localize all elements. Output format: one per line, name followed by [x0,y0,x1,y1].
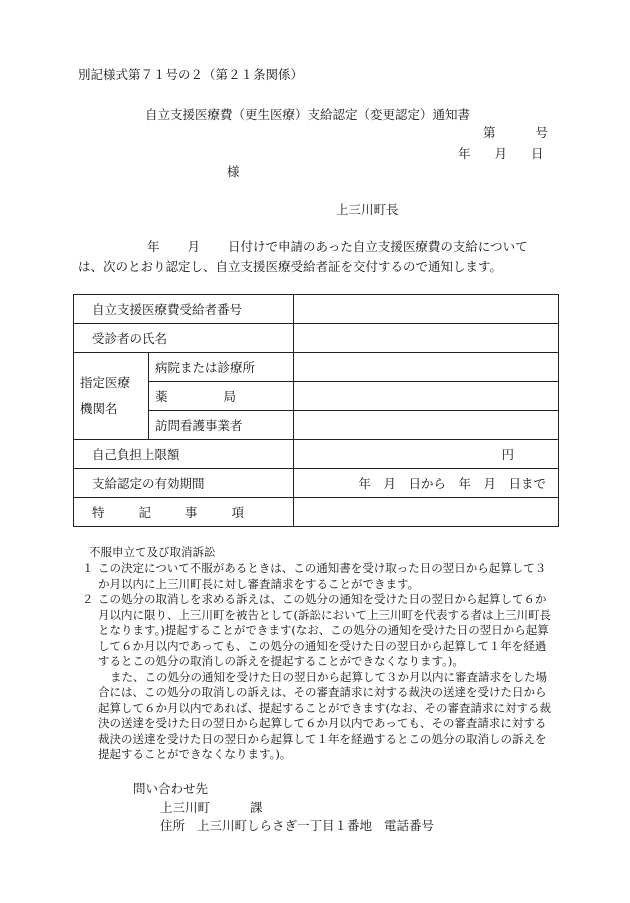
appeal-notes [84,561,554,763]
note-2: ２ この処分の取消しを求める訴えは、この処分の通知を受けた日の翌日から起算して６か月以内に限り、上三川町を被告として(訴訟において上三川町を代表する者は上三川町長となります。)提起することができます(なお、この処分の通知を受けた日の翌日から起算して６か月以内であっても、この処分の通知を受けた日の翌日から起算して１年を経過するとこの処分の取消しの訴えを提起することができなくなります。)。 [82,592,551,668]
recipient-suffix: 様 [227,164,240,179]
document-title: 自立支援医療費（更生医療）支給認定（変更認定）通知書 [145,107,471,122]
table-row [74,324,559,353]
note-3: また、この処分の通知を受けた日の翌日から起算して３か月以内に審査請求をした場合には、この処分の取消しの訴えは、その審査請求に対する裁決の送達を受けた日から起算して６か月以内であれば、提起することができます(なお、その審査請求に対する裁決の送達を受けた日の翌日から起算して６か月以内であっても、その審査請求に対する裁決の送達を受けた日の翌日から起算して１年を経過するとこの処分の取消しの訴えを提起することができなくなります。)。 [98,669,551,761]
table-row [74,469,559,498]
remarks-field[interactable] [294,498,559,527]
document-date: 年 月 日 [458,146,544,161]
table-row [74,295,559,324]
copay-limit-field[interactable] [294,440,559,469]
table-row [74,353,559,382]
validity-period-label: 支給認定の有効期間 [74,469,294,498]
home-nursing-field[interactable] [294,411,559,440]
recipient-number-label: 自立支援医療費受給者番号 [74,295,294,324]
appeal-heading: 不服申立て及び取消訴訟 [89,545,216,559]
remarks-label: 特 記 事 項 [74,498,294,527]
issuer: 上三川町長 [336,202,399,217]
patient-name-label: 受診者の氏名 [74,324,294,353]
contact-heading: 問い合わせ先 [133,781,209,796]
table-row [74,498,559,527]
form-reference: 別記様式第７１号の２（第２１条関係） [78,67,304,82]
intro-paragraph: 年 月 日付けで申請のあった自立支援医療費の支給については、次のとおり認定し、自立支援医療受給者証を交付するので通知します。 [78,239,528,274]
contact-address: 住所 上三川町しらさぎ一丁目１番地 電話番号 [160,818,435,833]
patient-name-field[interactable] [294,324,559,353]
pharmacy-field[interactable] [294,382,559,411]
certification-table [73,294,559,527]
recipient-number-field[interactable] [294,295,559,324]
document-number: 第 号 [483,125,549,140]
pharmacy-label: 薬 局 [149,382,294,411]
contact-department: 上三川町 課 [160,800,263,815]
copay-limit-label: 自己負担上限額 [74,440,294,469]
hospital-clinic-label: 病院または診療所 [149,353,294,382]
home-nursing-label: 訪問看護事業者 [149,411,294,440]
table-row [74,440,559,469]
yen-unit: 円 [501,447,515,462]
validity-period-field[interactable]: 年 月 日から 年 月 日まで [294,469,559,498]
note-1: １ この決定について不服があるときは、この通知書を受け取った日の翌日から起算して３か月以内に上三川町長に対し審査請求をすることができます。 [82,561,547,591]
designated-institution-label: 指定医療 機関名 [74,353,149,440]
hospital-clinic-field[interactable] [294,353,559,382]
